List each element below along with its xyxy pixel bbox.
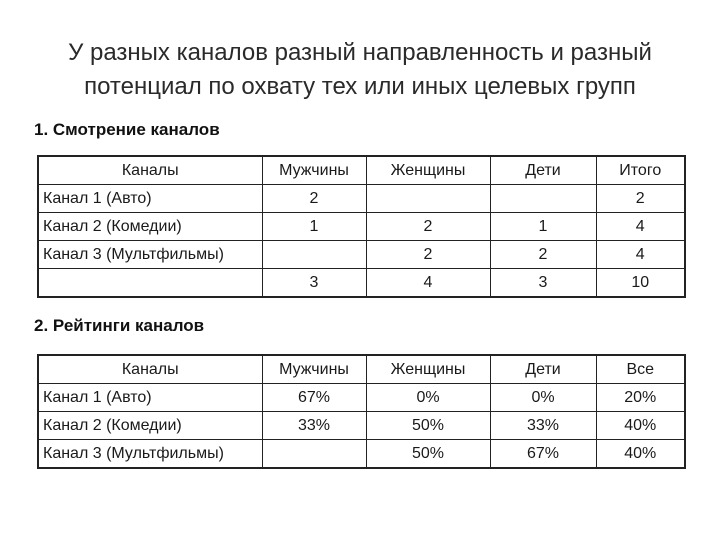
total-cell: 4: [596, 241, 685, 269]
header-cell-women: Женщины: [366, 156, 490, 185]
table-row: [38, 412, 685, 440]
channel-name-cell: Канал 1 (Авто): [38, 185, 262, 213]
header-cell-all: Все: [596, 355, 685, 384]
men-cell: 33%: [262, 412, 366, 440]
header-cell-children: Дети: [490, 156, 596, 185]
header-cell-children: Дети: [490, 355, 596, 384]
header-cell-men: Мужчины: [262, 156, 366, 185]
table-row: [38, 185, 685, 213]
women-cell: 2: [366, 213, 490, 241]
table-row-totals: [38, 269, 685, 298]
women-cell: 4: [366, 269, 490, 298]
table-row: [38, 440, 685, 469]
channel-name-cell: Канал 2 (Комедии): [38, 412, 262, 440]
children-cell: [490, 185, 596, 213]
table-header-row: [38, 355, 685, 384]
total-cell: 10: [596, 269, 685, 298]
children-cell: 67%: [490, 440, 596, 469]
channel-name-cell: [38, 269, 262, 298]
table-row: [38, 213, 685, 241]
children-cell: 2: [490, 241, 596, 269]
table-row: [38, 384, 685, 412]
men-cell: 3: [262, 269, 366, 298]
women-cell: 2: [366, 241, 490, 269]
section-viewing-heading: 1. Смотрение каналов: [34, 120, 220, 139]
women-cell: [366, 185, 490, 213]
header-cell-total: Итого: [596, 156, 685, 185]
slide-title-line-1: У разных каналов разный направленность и разный: [68, 39, 652, 66]
channel-name-cell: Канал 3 (Мультфильмы): [38, 241, 262, 269]
header-cell-women: Женщины: [366, 355, 490, 384]
children-cell: 0%: [490, 384, 596, 412]
women-cell: 50%: [366, 440, 490, 469]
header-cell-channels: Каналы: [38, 156, 262, 185]
section-ratings-heading: 2. Рейтинги каналов: [34, 316, 205, 335]
women-cell: 0%: [366, 384, 490, 412]
total-cell: 2: [596, 185, 685, 213]
all-cell: 40%: [596, 440, 685, 469]
channel-name-cell: Канал 1 (Авто): [38, 384, 262, 412]
header-cell-men: Мужчины: [262, 355, 366, 384]
women-cell: 50%: [366, 412, 490, 440]
children-cell: 3: [490, 269, 596, 298]
children-cell: 33%: [490, 412, 596, 440]
slide-title-line-2: потенциал по охвату тех или иных целевых групп: [84, 73, 636, 100]
table-header-row: [38, 156, 685, 185]
children-cell: 1: [490, 213, 596, 241]
men-cell: 2: [262, 185, 366, 213]
men-cell: [262, 241, 366, 269]
all-cell: 20%: [596, 384, 685, 412]
men-cell: 1: [262, 213, 366, 241]
ratings-table: [37, 354, 686, 469]
header-cell-channels: Каналы: [38, 355, 262, 384]
table-row: [38, 241, 685, 269]
slide-title: [20, 36, 700, 104]
total-cell: 4: [596, 213, 685, 241]
channel-name-cell: Канал 3 (Мультфильмы): [38, 440, 262, 469]
viewing-table: [37, 155, 686, 298]
all-cell: 40%: [596, 412, 685, 440]
men-cell: 67%: [262, 384, 366, 412]
men-cell: [262, 440, 366, 469]
channel-name-cell: Канал 2 (Комедии): [38, 213, 262, 241]
